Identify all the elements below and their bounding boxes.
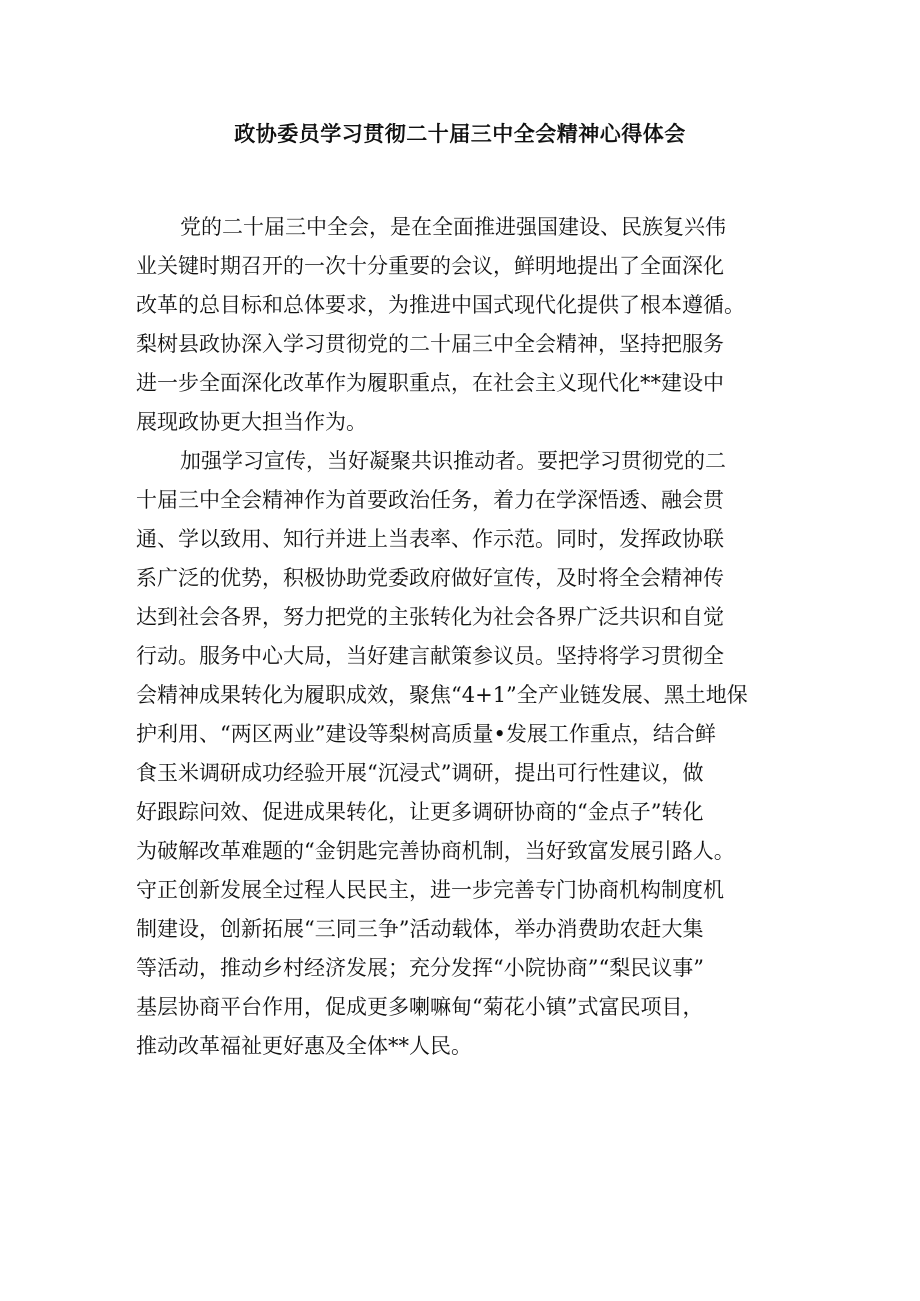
paragraph-line: 行动。服务中心大局，当好建言献策参议员。坚持将学习贯彻全 (136, 644, 724, 668)
paragraph-line: 业关键时期召开的一次十分重要的会议，鲜明地提出了全面深化 (136, 254, 724, 278)
paragraph-line: 展现政协更大担当作为。 (136, 410, 367, 434)
paragraph-line: 制建设，创新拓展“三同三争”活动载体，举办消费助农赶大集 (136, 917, 704, 941)
paragraph-line: 推动改革福祉更好惠及全体**人民。 (136, 1034, 472, 1058)
paragraph-line: 好跟踪问效、促进成果转化，让更多调研协商的“金点子”转化 (136, 800, 704, 824)
document-body (136, 208, 796, 1066)
paragraph-line: 十届三中全会精神作为首要政治任务，着力在学深悟透、融会贯 (136, 488, 724, 512)
paragraph-line: 通、学以致用、知行并进上当表率、作示范。同时，发挥政协联 (136, 527, 724, 551)
paragraph-2 (136, 442, 796, 1066)
paragraph-line: 等活动，推动乡村经济发展；充分发挥“小院协商”“梨民议事” (136, 956, 704, 980)
paragraph-line: 达到社会各界，努力把党的主张转化为社会各界广泛共识和自觉 (136, 605, 724, 629)
paragraph-line: 守正创新发展全过程人民民主，进一步完善专门协商机构制度机 (136, 878, 724, 902)
paragraph-line: 改革的总目标和总体要求，为推进中国式现代化提供了根本遵循。 (136, 293, 745, 317)
paragraph-line: 为破解改革难题的“金钥匙完善协商机制，当好致富发展引路人。 (136, 839, 735, 863)
paragraph-1 (136, 208, 796, 442)
paragraph-line: 系广泛的优势，积极协助党委政府做好宣传，及时将全会精神传 (136, 566, 724, 590)
document-title: 政协委员学习贯彻二十届三中全会精神心得体会 (234, 122, 686, 146)
paragraph-line: 进一步全面深化改革作为履职重点，在社会主义现代化**建设中 (136, 371, 724, 395)
paragraph-line: 护利用、“两区两业”建设等梨树高质量•发展工作重点，结合鲜 (136, 722, 716, 746)
paragraph-line: 梨树县政协深入学习贯彻党的二十届三中全会精神，坚持把服务 (136, 332, 724, 356)
paragraph-line: 加强学习宣传，当好凝聚共识推动者。要把学习贯彻党的二 (180, 449, 726, 473)
paragraph-line: 食玉米调研成功经验开展“沉浸式”调研，提出可行性建议，做 (136, 761, 704, 785)
paragraph-line: 会精神成果转化为履职成效，聚焦“4+1”全产业链发展、黑土地保 (136, 683, 748, 707)
paragraph-line: 党的二十届三中全会，是在全面推进强国建设、民族复兴伟 (180, 215, 726, 239)
paragraph-line: 基层协商平台作用，促成更多喇嘛甸“菊花小镇”式富民项目， (136, 995, 704, 1019)
